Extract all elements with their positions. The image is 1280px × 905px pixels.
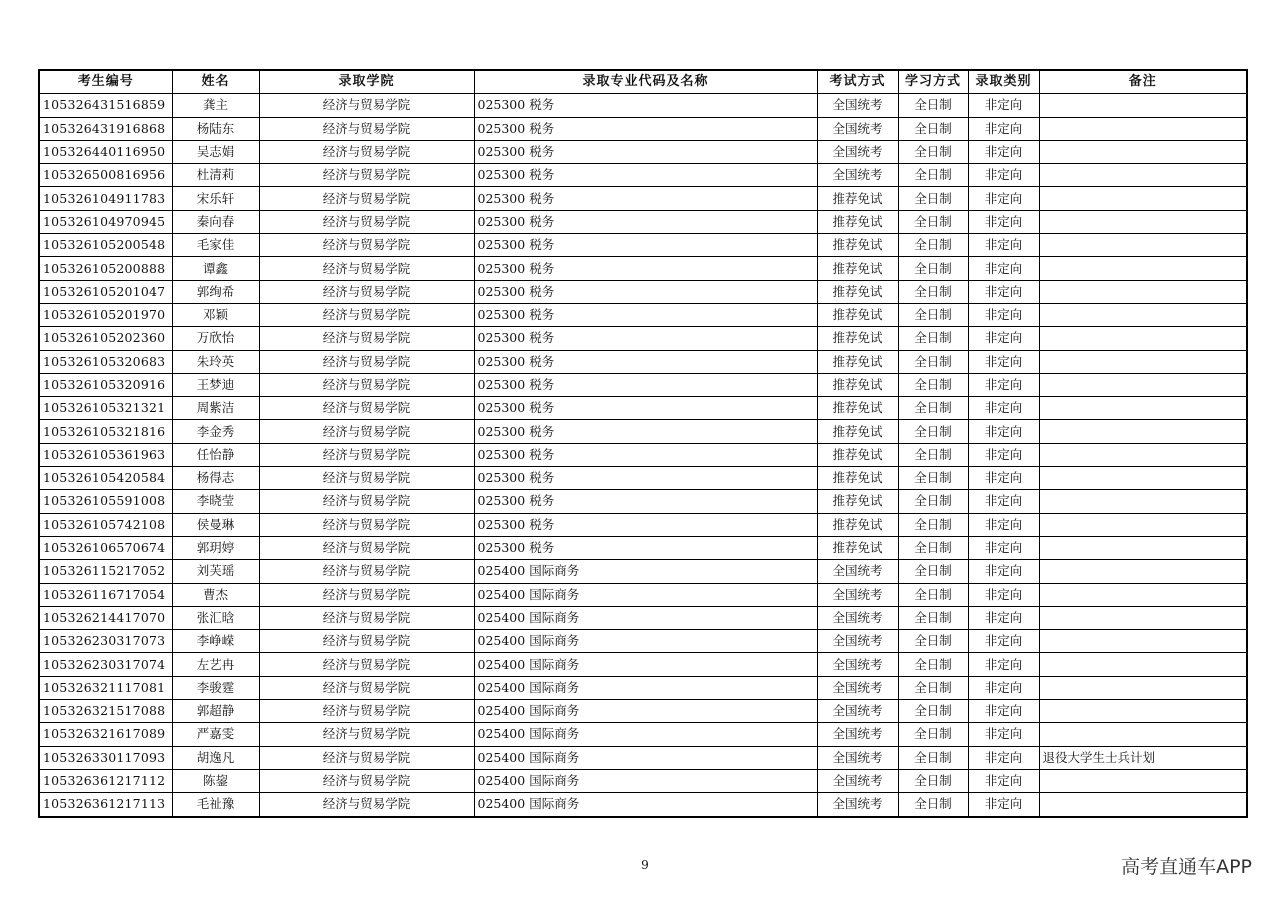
cell-candidate-id: 105326361217112 (39, 769, 172, 792)
cell-admission-category: 非定向 (968, 94, 1039, 117)
cell-school: 经济与贸易学院 (259, 117, 474, 140)
table-row (39, 700, 1247, 723)
table-row (39, 327, 1247, 350)
cell-name: 郭绚希 (172, 280, 259, 303)
cell-study-mode: 全日制 (898, 303, 968, 326)
cell-major: 025400 国际商务 (474, 560, 817, 583)
cell-school: 经济与贸易学院 (259, 280, 474, 303)
cell-admission-category: 非定向 (968, 676, 1039, 699)
header-exam-type: 考试方式 (817, 70, 898, 94)
cell-exam-type: 推荐免试 (817, 536, 898, 559)
cell-remarks (1039, 117, 1247, 140)
table-row (39, 140, 1247, 163)
cell-candidate-id: 105326440116950 (39, 140, 172, 163)
cell-admission-category: 非定向 (968, 373, 1039, 396)
cell-remarks (1039, 140, 1247, 163)
cell-study-mode: 全日制 (898, 210, 968, 233)
cell-exam-type: 全国统考 (817, 164, 898, 187)
header-candidate-id: 考生编号 (39, 70, 172, 94)
cell-remarks (1039, 606, 1247, 629)
table-body (39, 94, 1247, 817)
cell-remarks (1039, 303, 1247, 326)
header-school: 录取学院 (259, 70, 474, 94)
cell-name: 刘芙瑶 (172, 560, 259, 583)
cell-school: 经济与贸易学院 (259, 210, 474, 233)
table-row (39, 490, 1247, 513)
cell-name: 侯曼琳 (172, 513, 259, 536)
cell-school: 经济与贸易学院 (259, 327, 474, 350)
cell-study-mode: 全日制 (898, 187, 968, 210)
cell-admission-category: 非定向 (968, 420, 1039, 443)
cell-name: 毛祉豫 (172, 793, 259, 817)
cell-admission-category: 非定向 (968, 746, 1039, 769)
cell-major: 025400 国际商务 (474, 723, 817, 746)
cell-admission-category: 非定向 (968, 187, 1039, 210)
header-admission-category: 录取类别 (968, 70, 1039, 94)
cell-remarks (1039, 700, 1247, 723)
table-row (39, 373, 1247, 396)
cell-major: 025300 税务 (474, 140, 817, 163)
cell-admission-category: 非定向 (968, 164, 1039, 187)
cell-remarks (1039, 187, 1247, 210)
cell-study-mode: 全日制 (898, 350, 968, 373)
cell-candidate-id: 105326105591008 (39, 490, 172, 513)
cell-admission-category: 非定向 (968, 234, 1039, 257)
table-row (39, 676, 1247, 699)
cell-study-mode: 全日制 (898, 700, 968, 723)
cell-study-mode: 全日制 (898, 443, 968, 466)
cell-school: 经济与贸易学院 (259, 560, 474, 583)
table-row (39, 303, 1247, 326)
cell-candidate-id: 105326230317074 (39, 653, 172, 676)
cell-admission-category: 非定向 (968, 117, 1039, 140)
cell-candidate-id: 105326105361963 (39, 443, 172, 466)
cell-name: 杜清莉 (172, 164, 259, 187)
cell-admission-category: 非定向 (968, 443, 1039, 466)
cell-remarks (1039, 234, 1247, 257)
cell-name: 曹杰 (172, 583, 259, 606)
cell-candidate-id: 105326330117093 (39, 746, 172, 769)
table-row (39, 350, 1247, 373)
cell-school: 经济与贸易学院 (259, 257, 474, 280)
cell-name: 吴志娟 (172, 140, 259, 163)
cell-school: 经济与贸易学院 (259, 513, 474, 536)
cell-major: 025400 国际商务 (474, 653, 817, 676)
cell-major: 025400 国际商务 (474, 700, 817, 723)
cell-exam-type: 全国统考 (817, 560, 898, 583)
table-row (39, 583, 1247, 606)
cell-remarks (1039, 723, 1247, 746)
cell-remarks (1039, 560, 1247, 583)
cell-admission-category: 非定向 (968, 606, 1039, 629)
cell-remarks: 退役大学生士兵计划 (1039, 746, 1247, 769)
table-row (39, 606, 1247, 629)
cell-remarks (1039, 443, 1247, 466)
cell-candidate-id: 105326431516859 (39, 94, 172, 117)
cell-name: 杨陆东 (172, 117, 259, 140)
cell-study-mode: 全日制 (898, 653, 968, 676)
cell-candidate-id: 105326105200888 (39, 257, 172, 280)
cell-name: 张汇晗 (172, 606, 259, 629)
cell-study-mode: 全日制 (898, 513, 968, 536)
table-row (39, 723, 1247, 746)
cell-candidate-id: 105326104911783 (39, 187, 172, 210)
table-row (39, 397, 1247, 420)
cell-study-mode: 全日制 (898, 164, 968, 187)
table-row (39, 630, 1247, 653)
cell-remarks (1039, 653, 1247, 676)
cell-study-mode: 全日制 (898, 234, 968, 257)
cell-exam-type: 全国统考 (817, 630, 898, 653)
cell-exam-type: 全国统考 (817, 676, 898, 699)
cell-major: 025400 国际商务 (474, 769, 817, 792)
cell-major: 025300 税务 (474, 257, 817, 280)
cell-study-mode: 全日制 (898, 373, 968, 396)
cell-major: 025400 国际商务 (474, 583, 817, 606)
cell-name: 宋乐轩 (172, 187, 259, 210)
cell-admission-category: 非定向 (968, 210, 1039, 233)
cell-major: 025300 税务 (474, 327, 817, 350)
cell-exam-type: 推荐免试 (817, 443, 898, 466)
cell-major: 025300 税务 (474, 467, 817, 490)
cell-candidate-id: 105326321517088 (39, 700, 172, 723)
cell-major: 025400 国际商务 (474, 676, 817, 699)
cell-remarks (1039, 350, 1247, 373)
cell-admission-category: 非定向 (968, 723, 1039, 746)
cell-name: 胡逸凡 (172, 746, 259, 769)
table-row (39, 187, 1247, 210)
cell-exam-type: 全国统考 (817, 606, 898, 629)
cell-school: 经济与贸易学院 (259, 630, 474, 653)
cell-exam-type: 推荐免试 (817, 234, 898, 257)
header-remarks: 备注 (1039, 70, 1247, 94)
cell-school: 经济与贸易学院 (259, 723, 474, 746)
cell-remarks (1039, 769, 1247, 792)
cell-candidate-id: 105326105321816 (39, 420, 172, 443)
cell-exam-type: 推荐免试 (817, 420, 898, 443)
cell-name: 周紫洁 (172, 397, 259, 420)
table-row (39, 793, 1247, 817)
cell-school: 经济与贸易学院 (259, 303, 474, 326)
cell-admission-category: 非定向 (968, 280, 1039, 303)
cell-admission-category: 非定向 (968, 700, 1039, 723)
table-row (39, 653, 1247, 676)
table-row (39, 769, 1247, 792)
cell-admission-category: 非定向 (968, 630, 1039, 653)
cell-remarks (1039, 397, 1247, 420)
cell-exam-type: 推荐免试 (817, 397, 898, 420)
header-row (39, 70, 1247, 94)
cell-admission-category: 非定向 (968, 140, 1039, 163)
cell-exam-type: 推荐免试 (817, 467, 898, 490)
cell-exam-type: 全国统考 (817, 653, 898, 676)
cell-exam-type: 推荐免试 (817, 303, 898, 326)
cell-major: 025400 国际商务 (474, 606, 817, 629)
cell-school: 经济与贸易学院 (259, 746, 474, 769)
cell-candidate-id: 105326105200548 (39, 234, 172, 257)
cell-study-mode: 全日制 (898, 560, 968, 583)
table-row (39, 560, 1247, 583)
table-row (39, 234, 1247, 257)
cell-major: 025400 国际商务 (474, 630, 817, 653)
cell-exam-type: 全国统考 (817, 723, 898, 746)
cell-study-mode: 全日制 (898, 327, 968, 350)
cell-name: 任怡静 (172, 443, 259, 466)
cell-major: 025300 税务 (474, 303, 817, 326)
cell-admission-category: 非定向 (968, 583, 1039, 606)
cell-candidate-id: 105326104970945 (39, 210, 172, 233)
cell-candidate-id: 105326105742108 (39, 513, 172, 536)
cell-candidate-id: 105326230317073 (39, 630, 172, 653)
table-row (39, 746, 1247, 769)
cell-admission-category: 非定向 (968, 327, 1039, 350)
cell-exam-type: 推荐免试 (817, 327, 898, 350)
cell-name: 龚主 (172, 94, 259, 117)
cell-exam-type: 推荐免试 (817, 490, 898, 513)
cell-name: 郭玥婷 (172, 536, 259, 559)
cell-major: 025300 税务 (474, 536, 817, 559)
cell-study-mode: 全日制 (898, 606, 968, 629)
cell-school: 经济与贸易学院 (259, 583, 474, 606)
cell-name: 李晓莹 (172, 490, 259, 513)
table-row (39, 257, 1247, 280)
cell-school: 经济与贸易学院 (259, 700, 474, 723)
cell-candidate-id: 105326105201047 (39, 280, 172, 303)
cell-study-mode: 全日制 (898, 257, 968, 280)
cell-major: 025300 税务 (474, 234, 817, 257)
watermark-text: 高考直通车APP (1121, 856, 1252, 878)
cell-study-mode: 全日制 (898, 280, 968, 303)
table-row (39, 210, 1247, 233)
cell-admission-category: 非定向 (968, 490, 1039, 513)
cell-school: 经济与贸易学院 (259, 676, 474, 699)
cell-major: 025300 税务 (474, 280, 817, 303)
cell-school: 经济与贸易学院 (259, 420, 474, 443)
table-row (39, 513, 1247, 536)
cell-remarks (1039, 583, 1247, 606)
cell-exam-type: 全国统考 (817, 769, 898, 792)
cell-exam-type: 推荐免试 (817, 257, 898, 280)
cell-major: 025400 国际商务 (474, 793, 817, 817)
cell-school: 经济与贸易学院 (259, 490, 474, 513)
cell-study-mode: 全日制 (898, 676, 968, 699)
cell-remarks (1039, 94, 1247, 117)
cell-admission-category: 非定向 (968, 536, 1039, 559)
cell-remarks (1039, 630, 1247, 653)
cell-name: 李峥嵘 (172, 630, 259, 653)
cell-exam-type: 全国统考 (817, 746, 898, 769)
cell-candidate-id: 105326321617089 (39, 723, 172, 746)
cell-school: 经济与贸易学院 (259, 653, 474, 676)
cell-name: 万欣怡 (172, 327, 259, 350)
cell-study-mode: 全日制 (898, 746, 968, 769)
cell-name: 邓颖 (172, 303, 259, 326)
cell-candidate-id: 105326105420584 (39, 467, 172, 490)
cell-candidate-id: 105326500816956 (39, 164, 172, 187)
cell-study-mode: 全日制 (898, 117, 968, 140)
cell-school: 经济与贸易学院 (259, 606, 474, 629)
cell-remarks (1039, 280, 1247, 303)
cell-admission-category: 非定向 (968, 350, 1039, 373)
table-row (39, 467, 1247, 490)
cell-remarks (1039, 373, 1247, 396)
cell-exam-type: 推荐免试 (817, 187, 898, 210)
cell-school: 经济与贸易学院 (259, 140, 474, 163)
cell-school: 经济与贸易学院 (259, 467, 474, 490)
table-row (39, 420, 1247, 443)
table-row (39, 536, 1247, 559)
cell-name: 左艺冉 (172, 653, 259, 676)
cell-school: 经济与贸易学院 (259, 793, 474, 817)
cell-school: 经济与贸易学院 (259, 187, 474, 210)
cell-name: 李骏霆 (172, 676, 259, 699)
admission-table (38, 69, 1248, 818)
cell-study-mode: 全日制 (898, 397, 968, 420)
cell-major: 025300 税务 (474, 490, 817, 513)
cell-study-mode: 全日制 (898, 583, 968, 606)
cell-admission-category: 非定向 (968, 653, 1039, 676)
cell-exam-type: 全国统考 (817, 700, 898, 723)
cell-major: 025300 税务 (474, 443, 817, 466)
cell-study-mode: 全日制 (898, 420, 968, 443)
cell-remarks (1039, 536, 1247, 559)
cell-study-mode: 全日制 (898, 536, 968, 559)
cell-name: 严嘉雯 (172, 723, 259, 746)
cell-remarks (1039, 513, 1247, 536)
cell-remarks (1039, 210, 1247, 233)
cell-name: 陈鋆 (172, 769, 259, 792)
cell-school: 经济与贸易学院 (259, 164, 474, 187)
cell-name: 秦向春 (172, 210, 259, 233)
table-row (39, 280, 1247, 303)
cell-school: 经济与贸易学院 (259, 234, 474, 257)
table-row (39, 94, 1247, 117)
cell-major: 025300 税务 (474, 397, 817, 420)
cell-admission-category: 非定向 (968, 513, 1039, 536)
cell-name: 郭超静 (172, 700, 259, 723)
cell-major: 025300 税务 (474, 420, 817, 443)
cell-name: 李金秀 (172, 420, 259, 443)
cell-major: 025300 税务 (474, 94, 817, 117)
cell-remarks (1039, 420, 1247, 443)
cell-study-mode: 全日制 (898, 769, 968, 792)
cell-major: 025300 税务 (474, 164, 817, 187)
cell-admission-category: 非定向 (968, 560, 1039, 583)
cell-exam-type: 推荐免试 (817, 513, 898, 536)
table-row (39, 117, 1247, 140)
cell-school: 经济与贸易学院 (259, 443, 474, 466)
cell-study-mode: 全日制 (898, 723, 968, 746)
cell-study-mode: 全日制 (898, 490, 968, 513)
cell-study-mode: 全日制 (898, 94, 968, 117)
cell-remarks (1039, 490, 1247, 513)
cell-school: 经济与贸易学院 (259, 373, 474, 396)
cell-exam-type: 全国统考 (817, 793, 898, 817)
cell-candidate-id: 105326105320683 (39, 350, 172, 373)
cell-exam-type: 推荐免试 (817, 350, 898, 373)
cell-admission-category: 非定向 (968, 769, 1039, 792)
cell-major: 025300 税务 (474, 350, 817, 373)
cell-study-mode: 全日制 (898, 793, 968, 817)
cell-candidate-id: 105326115217052 (39, 560, 172, 583)
header-name: 姓名 (172, 70, 259, 94)
cell-major: 025300 税务 (474, 117, 817, 140)
table-row (39, 443, 1247, 466)
cell-school: 经济与贸易学院 (259, 94, 474, 117)
cell-name: 王梦迪 (172, 373, 259, 396)
table-header (39, 70, 1247, 94)
cell-candidate-id: 105326105201970 (39, 303, 172, 326)
header-study-mode: 学习方式 (898, 70, 968, 94)
cell-admission-category: 非定向 (968, 467, 1039, 490)
cell-candidate-id: 105326116717054 (39, 583, 172, 606)
cell-name: 谭鑫 (172, 257, 259, 280)
cell-remarks (1039, 327, 1247, 350)
cell-exam-type: 推荐免试 (817, 210, 898, 233)
cell-candidate-id: 105326106570674 (39, 536, 172, 559)
cell-remarks (1039, 676, 1247, 699)
cell-major: 025300 税务 (474, 187, 817, 210)
cell-school: 经济与贸易学院 (259, 769, 474, 792)
cell-major: 025400 国际商务 (474, 746, 817, 769)
cell-remarks (1039, 793, 1247, 817)
cell-school: 经济与贸易学院 (259, 536, 474, 559)
cell-study-mode: 全日制 (898, 630, 968, 653)
cell-remarks (1039, 467, 1247, 490)
cell-candidate-id: 105326105202360 (39, 327, 172, 350)
cell-candidate-id: 105326105321321 (39, 397, 172, 420)
cell-exam-type: 全国统考 (817, 583, 898, 606)
cell-exam-type: 推荐免试 (817, 280, 898, 303)
cell-candidate-id: 105326361217113 (39, 793, 172, 817)
cell-exam-type: 全国统考 (817, 94, 898, 117)
cell-remarks (1039, 164, 1247, 187)
cell-admission-category: 非定向 (968, 793, 1039, 817)
cell-remarks (1039, 257, 1247, 280)
cell-exam-type: 全国统考 (817, 140, 898, 163)
cell-admission-category: 非定向 (968, 397, 1039, 420)
cell-name: 朱玲英 (172, 350, 259, 373)
cell-candidate-id: 105326105320916 (39, 373, 172, 396)
cell-school: 经济与贸易学院 (259, 350, 474, 373)
cell-admission-category: 非定向 (968, 303, 1039, 326)
cell-candidate-id: 105326321117081 (39, 676, 172, 699)
cell-name: 毛家佳 (172, 234, 259, 257)
cell-exam-type: 全国统考 (817, 117, 898, 140)
cell-name: 杨得志 (172, 467, 259, 490)
cell-candidate-id: 105326214417070 (39, 606, 172, 629)
cell-study-mode: 全日制 (898, 467, 968, 490)
header-major: 录取专业代码及名称 (474, 70, 817, 94)
cell-major: 025300 税务 (474, 210, 817, 233)
cell-major: 025300 税务 (474, 373, 817, 396)
page-number: 9 (641, 858, 649, 872)
cell-major: 025300 税务 (474, 513, 817, 536)
cell-school: 经济与贸易学院 (259, 397, 474, 420)
cell-study-mode: 全日制 (898, 140, 968, 163)
cell-candidate-id: 105326431916868 (39, 117, 172, 140)
cell-exam-type: 推荐免试 (817, 373, 898, 396)
cell-admission-category: 非定向 (968, 257, 1039, 280)
table-row (39, 164, 1247, 187)
